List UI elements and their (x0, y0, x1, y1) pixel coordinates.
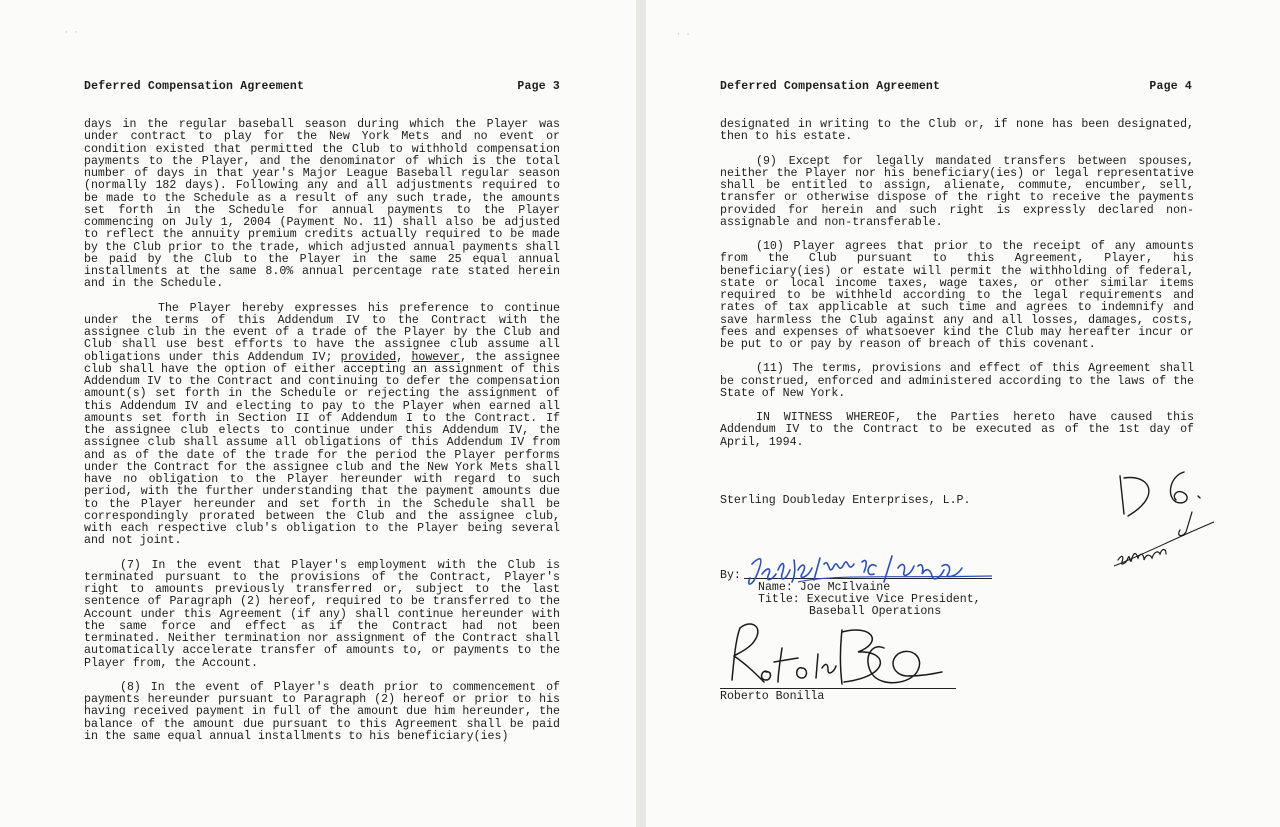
paragraph: designated in writing to the Club or, if none has been designated, then to his estate. (720, 118, 1194, 144)
page-4 (646, 0, 1280, 827)
page-header (84, 80, 560, 93)
paragraph-11: (11) The terms, provisions and effect of this Agreement shall be construed, enforced and administered according to the laws of the State of New York. (720, 362, 1194, 400)
witness-clause: IN WITNESS WHEREOF, the Parties hereto have caused this Addendum IV to the Contract to be executed as of the 1st day of April, 1994. (720, 411, 1194, 449)
scan-speck: · · (676, 30, 691, 39)
paragraph-9: (9) Except for legally mandated transfers between spouses, neither the Player nor his beneficiary(ies) or legal representative shall be entitled to assign, alienate, commute, encumber, sell, transfer or otherwise dispose of the right to receive the payments provided for herein and such right is expressly declared non-assignable and non-transferable. (720, 154, 1194, 229)
header-title: Deferred Compensation Agreement (720, 80, 941, 93)
initials-approved-note (1110, 466, 1220, 570)
paragraph: days in the regular baseball season during which the Player was under contract to play for the New York Mets and no event or condition existed that permitted the Club to withhold compensation payments to the Player, and the denominator of which is the total number of days in that year's Major League Baseball regular season (normally 182 days). Following any and all adjustments required to be made to the Schedule as a result of any such trade, the amounts set forth in the Schedule for annual payments to the Player commencing on July 1, 2004 (Payment No. 11) shall also be adjusted to reflect the annuity premium credits actually required to be made by the Club prior to the trade, which adjusted annual payments shall be paid by the Club to the Player in the same 25 equal annual installments at the same 8.0% annual percentage rate stated herein and in the Schedule. (84, 118, 560, 291)
page-3 (0, 0, 636, 827)
underlined-term: provided (340, 350, 397, 364)
header-title: Deferred Compensation Agreement (84, 80, 305, 93)
page-number: Page 4 (1149, 80, 1192, 93)
signer-title-2: Baseball Operations (809, 605, 942, 618)
page-body (720, 119, 1194, 461)
paragraph-8: (8) In the event of Player's death prior to commencement of payments hereunder pursuant to Paragraph (2) hereof or prior to his having received payment in full of the amount due him hereunder, the balance of the amount due pursuant to this Agreement shall be paid in the same equal annual installments to his beneficiary(ies) (84, 680, 560, 743)
bonilla-signature (722, 618, 952, 692)
player-name: Roberto Bonilla (720, 690, 825, 703)
page-header (720, 80, 1192, 93)
page-body (84, 119, 560, 755)
paragraph-10: (10) Player agrees that prior to the receipt of any amounts from the Club pursuant to this Agreement, Player, his beneficiary(ies) or estate will permit the withholding of federal, state or local income taxes, wage taxes, or other similar items required to be withheld according to the legal requirements and rates of tax applicable at such time and agrees to indemnify and save harmless the Club against any and all losses, damages, costs, fees and expenses of whatsoever kind the Club may hereafter incur or be put to or pay by reason of breach of this covenant. (720, 240, 1194, 351)
signer-title: Title: Executive Vice President, (758, 593, 981, 606)
paragraph-7: (7) In the event that Player's employment with the Club is terminated pursuant to the provisions of the Contract, Player's right to amounts previously transferred or, subject to the last sentence of Paragraph (2) hereof, required to be transferred to the Account under this Agreement (if any) shall continue hereunder with the same force and effect as if the Contract had not been terminated. Neither termination nor assignment of the Contract shall automatically accelerate transfer of amounts to, or payments to the Player from, the Account. (84, 558, 560, 670)
club-name: Sterling Doubleday Enterprises, L.P. (720, 494, 971, 507)
mcilvaine-signature (742, 552, 1002, 600)
signer-name: Name: Joe McIlvaine (758, 581, 891, 594)
paragraph: The Player hereby expresses his preference to continue under the terms of this Addendum IV to the Contract with the assignee club in the event of a trade of the Player by the Club and Club shall use best efforts to have the assignee club assume all obligations under this Addendum IV; provided, however, the assignee club shall have the option of either accepting an assignment of this Addendum IV to the Contract and continuing to defer the compensation amount(s) set forth in the Schedule or rejecting the assignment of this Addendum IV and electing to pay to the Player when earned all amounts set forth in Section II of Addendum I to the Contract. If the assignee club elects to continue under this Addendum IV, the assignee club shall assume all obligations of this Addendum IV from and as of the date of the trade for the period the Player performs under the Contract for the assignee club and the New York Mets shall have no obligation to the Player hereunder with regard to such period, with the further understanding that the payment amounts due to the Player hereunder and set forth in the Schedule shall be correspondingly prorated between the Club and the assignee club, with each respective club's obligation to the Player being several and not joint. (84, 301, 561, 548)
by-label: By: (720, 569, 741, 582)
underlined-term: however (411, 350, 461, 364)
page-number: Page 3 (517, 80, 560, 93)
scan-speck: · · (64, 28, 79, 37)
